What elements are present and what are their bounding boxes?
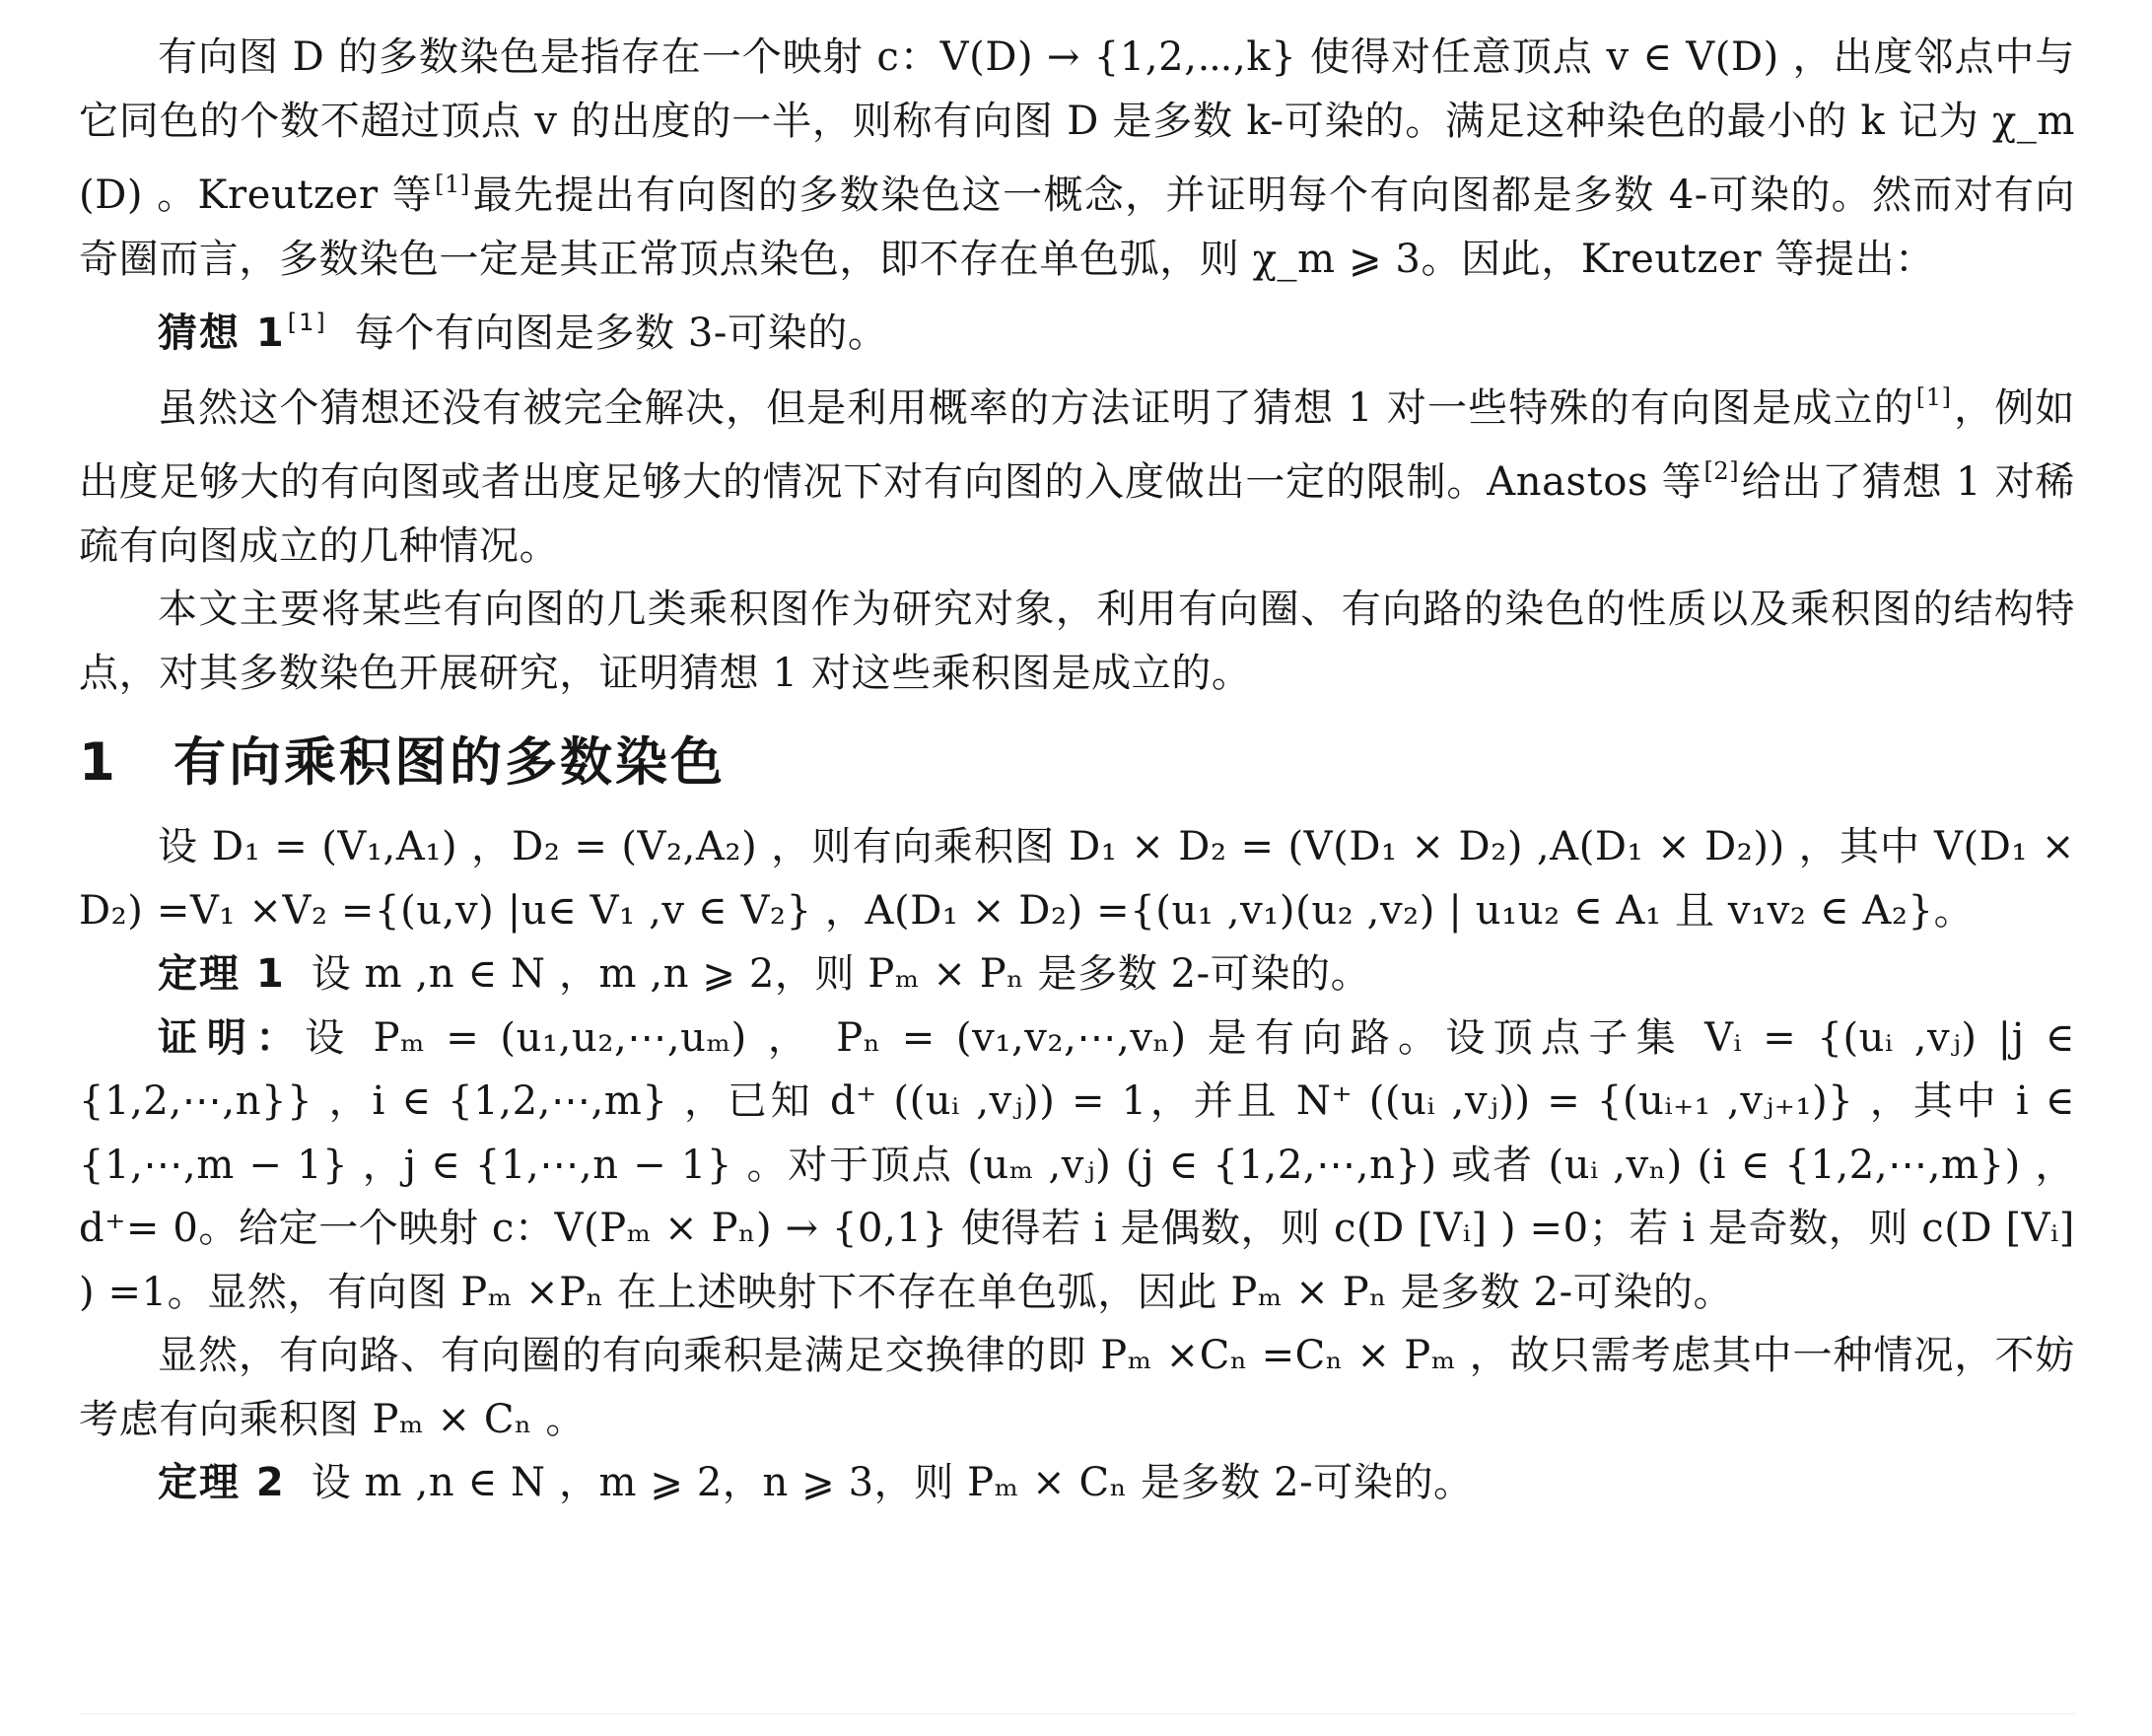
conjecture-text: 每个有向图是多数 3-可染的。 [354, 311, 888, 356]
proof-label: 证明： [158, 1014, 306, 1061]
commutative-text: 显然，有向路、有向圈的有向乘积是满足交换律的即 Pₘ ×Cₙ =Cₙ × Pₘ ，故只需考虑其中一种情况，不妨考虑有向乘积图 Pₘ × Cₙ 。 [79, 1333, 2075, 1442]
scope-text: 本文主要将某些有向图的几类乘积图作为研究对象，利用有向圈、有向路的染色的性质以及乘积图的结构特点，对其多数染色开展研究，证明猜想 1 对这些乘积图是成立的。 [79, 587, 2075, 696]
paragraph-scope [79, 578, 2075, 705]
citation-ref: [1] [435, 171, 470, 198]
theorem-2-text: 设 m ,n ∈ N ，m ⩾ 2，n ⩾ 3，则 Pₘ × Cₙ 是多数 2-可染的。 [311, 1460, 1474, 1505]
conjecture-1 [79, 291, 2075, 366]
background-text: 虽然这个猜想还没有被完全解决，但是利用概率的方法证明了猜想 1 对一些特殊的有向图是成立的 [158, 384, 1914, 431]
theorem-1-label: 定理 1 [158, 951, 286, 997]
citation-ref: [1] [1915, 382, 1952, 411]
intro-text-tail: 最先提出有向图的多数染色这一概念，并证明每个有向图都是多数 4-可染的。然而对有向奇圈而言，多数染色一定是其正常顶点染色，即不存在单色弧，则 χ_m ⩾ 3。因此，Kreutzer 等提出： [79, 173, 2075, 282]
background-text-tail: 给出了猜想 1 对稀疏有向图成立的几种情况。 [79, 459, 2075, 569]
citation-ref: [2] [1703, 457, 1740, 485]
conjecture-label: 猜想 1[1] [158, 309, 327, 356]
definition-text: 设 D₁ = (V₁,A₁) ，D₂ = (V₂,A₂) ，则有向乘积图 D₁ × D₂ = (V(D₁ × D₂) ,A(D₁ × D₂)) ，其中 V(D₁ × D₂) =V₁ ×V₂ ={(u,v) |u∈ V₁ ,v ∈ V₂} ，A(D₁ × D₂) ={(u₁ ,v₁)(u₂ ,v₂) | u₁u₂ ∈ A₁ 且 v₁v₂ ∈ A₂}。 [79, 824, 2075, 934]
citation-ref: [1] [287, 309, 327, 336]
proof-1 [79, 1007, 2075, 1325]
section-title: 有向乘积图的多数染色 [174, 732, 726, 793]
paragraph-intro [79, 26, 2075, 291]
section-heading [79, 729, 2075, 798]
page-bottom-edge [79, 1713, 2075, 1736]
background-text-mid: ，例如出度足够大的有向图或者出度足够大的情况下对有向图的入度做出一定的限制。Anastos 等 [79, 384, 2075, 505]
theorem-1 [79, 942, 2075, 1007]
paragraph-background [79, 366, 2075, 579]
theorem-1-text: 设 m ,n ∈ N ，m ,n ⩾ 2，则 Pₘ × Pₙ 是多数 2-可染的。 [311, 951, 1371, 997]
paragraph-commutative [79, 1324, 2075, 1451]
theorem-2-label: 定理 2 [158, 1460, 286, 1505]
section-number: 1 [79, 732, 118, 793]
proof-text: 设 Pₘ = (u₁,u₂,⋯,uₘ) ， Pₙ = (v₁,v₂,⋯,vₙ) 是有向路。设顶点子集 Vᵢ = {(uᵢ ,vⱼ) |j ∈ {1,2,⋯,n}} ，i ∈ {1,2,⋯,m} ，已知 d⁺ ((uᵢ ,vⱼ)) = 1，并且 N⁺ ((uᵢ ,vⱼ)) = {(uᵢ₊₁ ,vⱼ₊₁)} ，其中 i ∈ {1,⋯,m − 1} ，j ∈ {1,⋯,n − 1} 。对于顶点 (uₘ ,vⱼ) (j ∈ {1,2,⋯,n}) 或者 (uᵢ ,vₙ) (i ∈ {1,2,⋯,m}) ，d⁺= 0。给定一个映射 c：V(Pₘ × Pₙ) → {0,1} 使得若 i 是偶数，则 c(D [Vᵢ] ) =0；若 i 是奇数，则 c(D [Vᵢ] ) =1。显然，有向图 Pₘ ×Pₙ 在上述映射下不存在单色弧，因此 Pₘ × Pₙ 是多数 2-可染的。 [79, 1014, 2075, 1315]
theorem-2 [79, 1451, 2075, 1515]
paragraph-definition [79, 815, 2075, 942]
intro-text: 有向图 D 的多数染色是指存在一个映射 c：V(D) → {1,2,⋯,k} 使得对任意顶点 v ∈ V(D) ，出度邻点中与它同色的个数不超过顶点 v 的出度的一半，则称有向图 D 是多数 k-可染的。满足这种染色的最小的 k 记为 χ_m (D) 。Kreutzer 等 [79, 35, 2075, 218]
